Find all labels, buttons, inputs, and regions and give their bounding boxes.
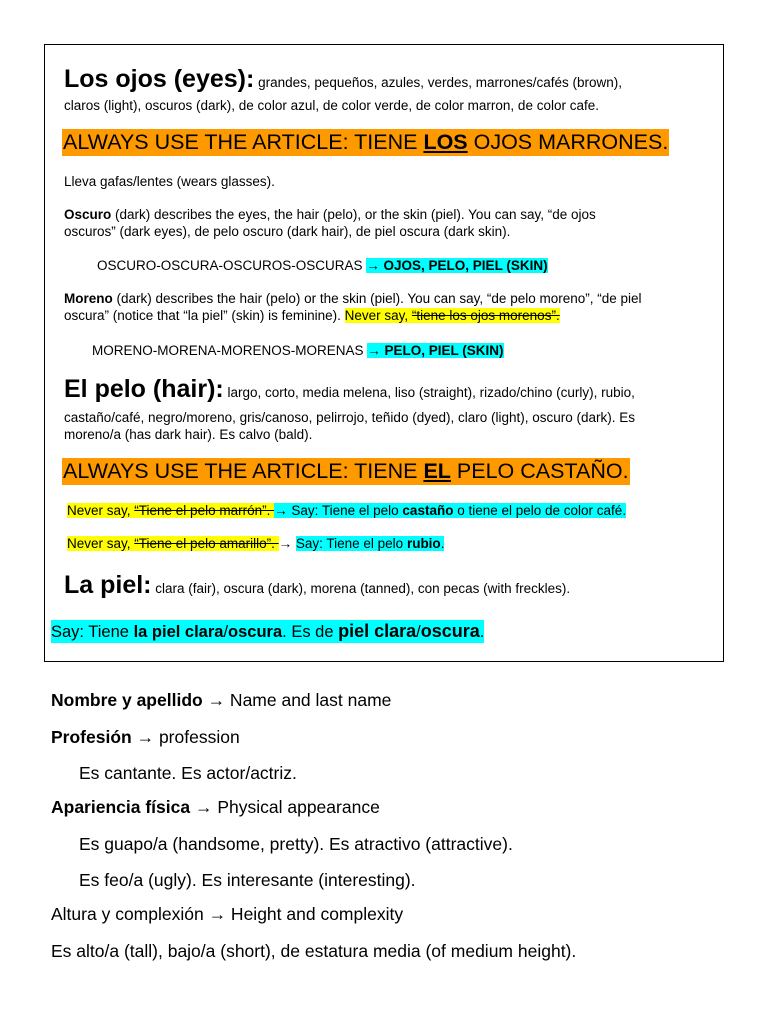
ojos-article-rule: [62, 129, 669, 156]
moreno-word: Moreno: [64, 291, 113, 306]
piel-say-end: .: [479, 623, 485, 641]
ojos-heading: Los ojos (eyes):: [64, 65, 255, 93]
ojos-article-post: OJOS MARRONES.: [467, 130, 669, 154]
ojos-desc-line2: claros (light), oscuros (dark), de color azul, de color verde, de color marron, de color cafe.: [64, 98, 599, 113]
never-amarillo-say: [296, 536, 445, 551]
nombre-line: [51, 689, 391, 711]
pelo-line3: moreno/a (has dark hair). Es calvo (bald).: [64, 427, 313, 442]
never-marron-post: o tiene el pelo de color café.: [453, 503, 627, 518]
oscuro-forms: OSCURO-OSCURA-OSCUROS-OSCURAS: [97, 258, 367, 273]
never-amarillo-say-text: Say: Tiene el pelo: [295, 536, 407, 551]
moreno-line2: [64, 307, 560, 324]
apariencia-example-1: Es guapo/a (handsome, pretty). Es atractivo (attractive).: [79, 834, 513, 854]
never-amarillo-struck: “Tiene el pelo amarillo”.: [134, 536, 279, 551]
pelo-heading: El pelo (hair):: [64, 375, 224, 403]
glasses-line: Lleva gafas/lentes (wears glasses).: [64, 174, 275, 189]
piel-heading: La piel:: [64, 571, 152, 599]
altura-line: Altura y complexión → Height and complexity: [51, 904, 404, 924]
piel-say-b3: piel clara: [338, 621, 417, 641]
oscuro-forms-line: [97, 257, 548, 274]
piel-say-mid: . Es de: [282, 623, 339, 641]
nombre-term: Nombre y apellido: [51, 690, 203, 710]
oscuro-line1-text: (dark) describes the eyes, the hair (pelo), or the skin (piel). You can say, “de ojos: [111, 207, 596, 222]
ojos-section: [64, 65, 622, 94]
moreno-forms: MORENO-MORENA-MORENOS-MORENAS: [92, 343, 368, 358]
piel-section: [64, 571, 570, 600]
oscuro-forms-use: → OJOS, PELO, PIEL (SKIN): [366, 258, 548, 273]
never-amarillo-dot: .: [440, 536, 445, 551]
piel-say-pre: Say: Tiene: [51, 623, 134, 641]
never-amarillo-pre: Never say,: [67, 536, 135, 551]
moreno-forms-use: → PELO, PIEL (SKIN): [367, 343, 504, 358]
pelo-article-post: PELO CASTAÑO.: [450, 459, 629, 483]
ojos-article-pre: ALWAYS USE THE ARTICLE: TIENE: [63, 130, 424, 154]
pelo-never-amarillo: [67, 535, 444, 552]
pelo-article-key: EL: [423, 459, 451, 483]
apariencia-line: [51, 796, 380, 818]
piel-say-slash2: /: [416, 623, 421, 641]
moreno-line1-text: (dark) describes the hair (pelo) or the skin (piel). You can say, “de pelo moreno”, “de piel: [112, 291, 642, 306]
nombre-meaning: → Name and last name: [202, 690, 392, 710]
apariencia-example-2: Es feo/a (ugly). Es interesante (interesting).: [79, 870, 416, 890]
moreno-line2-text: oscura” (notice that “la piel” (skin) is feminine).: [64, 308, 345, 323]
profesion-line: [51, 726, 240, 748]
piel-say-line: [51, 620, 484, 643]
moreno-never: Never say,: [344, 308, 412, 323]
moreno-forms-line: [92, 342, 504, 359]
never-marron-arrow: → Say: Tiene el pelo: [274, 503, 403, 518]
pelo-line1: largo, corto, media melena, liso (straight), rizado/chino (curly), rubio,: [223, 385, 635, 400]
never-amarillo-bold: rubio: [406, 536, 441, 551]
piel-say-b1: la piel clara: [133, 623, 224, 641]
never-amarillo-arrow: →: [278, 536, 296, 551]
piel-say-b4: oscura: [420, 621, 480, 641]
pelo-section: [64, 375, 635, 404]
ojos-article-key: LOS: [423, 130, 468, 154]
profesion-meaning: → profession: [131, 727, 240, 747]
moreno-never-struck: “tiene los ojos morenos”.: [411, 308, 560, 323]
pelo-article-rule: [62, 458, 630, 485]
altura-example: Es alto/a (tall), bajo/a (short), de estatura media (of medium height).: [51, 941, 577, 961]
oscuro-word: Oscuro: [64, 207, 112, 222]
never-marron-struck: “Tiene el pelo marrón”.: [134, 503, 275, 518]
oscuro-line2: oscuros” (dark eyes), de pelo oscuro (dark hair), de piel oscura (dark skin).: [64, 224, 511, 239]
never-marron-say: [274, 503, 626, 518]
profesion-term: Profesión: [51, 727, 132, 747]
pelo-line2: castaño/café, negro/moreno, gris/canoso, pelirrojo, teñido (dyed), claro (light), oscuro (dark). Es: [64, 410, 636, 425]
oscuro-line1: [64, 206, 596, 223]
profesion-example: Es cantante. Es actor/actriz.: [79, 763, 297, 783]
pelo-never-marron: [67, 502, 626, 519]
pelo-article-pre: ALWAYS USE THE ARTICLE: TIENE: [63, 459, 424, 483]
moreno-line1: [64, 290, 642, 307]
vocabulary-box: [44, 44, 724, 662]
piel-say-b2: oscura: [228, 623, 283, 641]
ojos-desc-line1: grandes, pequeños, azules, verdes, marrones/cafés (brown),: [254, 75, 623, 90]
apariencia-term: Apariencia física: [51, 797, 191, 817]
piel-desc: clara (fair), oscura (dark), morena (tanned), con pecas (with freckles).: [151, 581, 571, 596]
never-marron-pre: Never say,: [67, 503, 135, 518]
piel-say-slash: /: [223, 623, 229, 641]
never-marron-bold: castaño: [402, 503, 454, 518]
apariencia-meaning: → Physical appearance: [190, 797, 380, 817]
